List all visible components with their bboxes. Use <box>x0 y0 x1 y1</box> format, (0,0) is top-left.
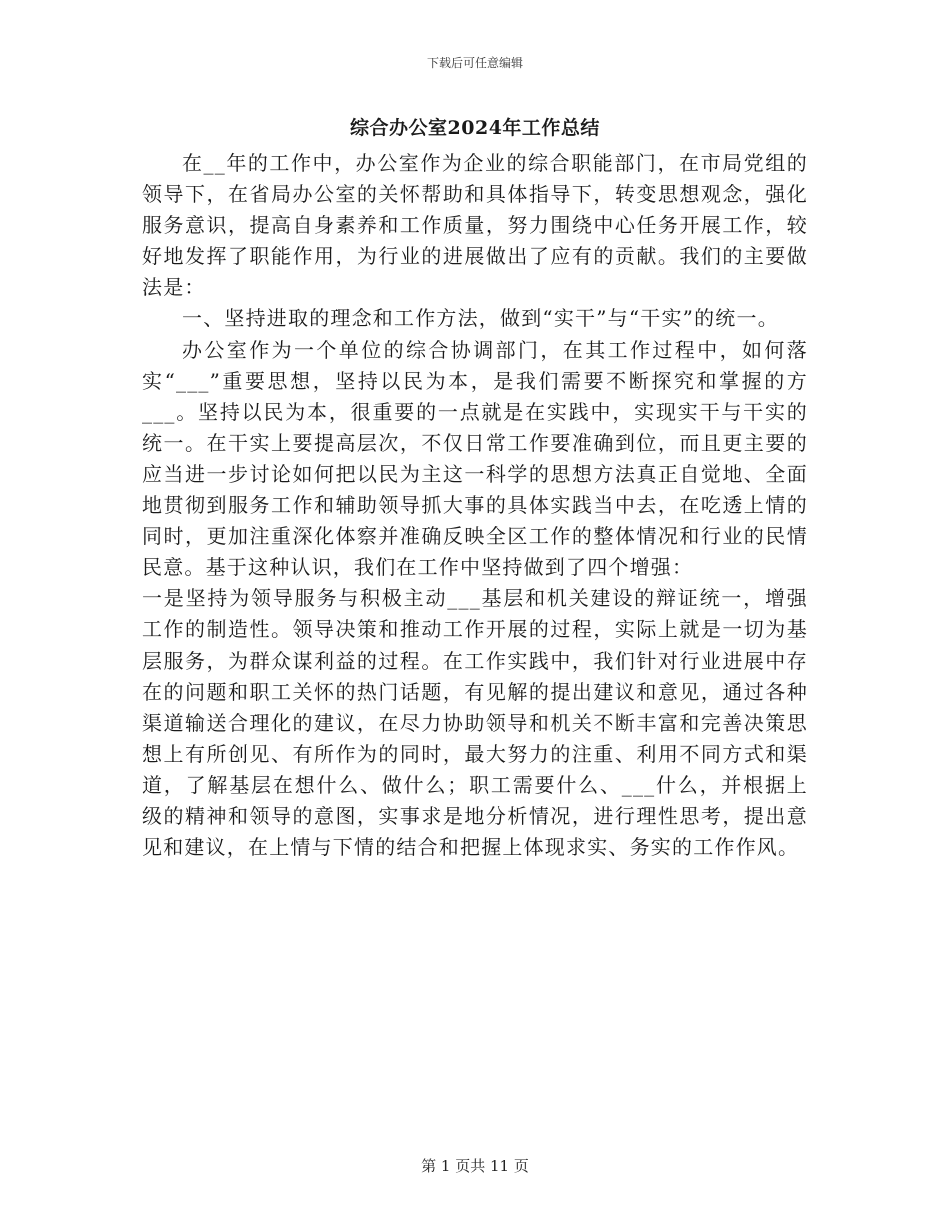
paragraph-intro: 在__年的工作中，办公室作为企业的综合职能部门，在市局党组的领导下，在省局办公室的关怀帮助和具体指导下，转变思想观念，强化服务意识，提高自身素养和工作质量，努力围绕中心任务开展工作，较好地发挥了职能作用，为行业的进展做出了应有的贡献。我们的主要做法是： <box>142 151 808 300</box>
paragraph-body: 办公室作为一个单位的综合协调部门，在其工作过程中，如何落实“___”重要思想，坚持以民为本，是我们需要不断探究和掌握的方___。坚持以民为本，很重要的一点就是在实践中，实现实干与干实的统一。在干实上要提高层次，不仅日常工作要准确到位，而且更主要的应当进一步讨论如何把以民为主这一科学的思想方法真正自觉地、全面地贯彻到服务工作和辅助领导抓大事的具体实践当中去，在吃透上情的同时，更加注重深化体察并准确反映全区工作的整体情况和行业的民情民意。基于这种认识，我们在工作中坚持做到了四个增强： <box>142 337 808 580</box>
page-number: 第 1 页共 11 页 <box>421 1157 529 1175</box>
paragraph-section-heading: 一、坚持进取的理念和工作方法，做到“实干”与“干实”的统一。 <box>182 306 779 331</box>
document-body <box>142 148 808 863</box>
header-note: 下载后可任意编辑 <box>426 56 523 70</box>
paragraph-point-one: 一是坚持为领导服务与积极主动___基层和机关建设的辩证统一，增强工作的制造性。领导决策和推动工作开展的过程，实际上就是一切为基层服务，为群众谋利益的过程。在工作实践中，我们针对行业进展中存在的问题和职工关怀的热门话题，有见解的提出建议和意见，通过各种渠道输送合理化的建议，在尽力协助领导和机关不断丰富和完善决策思想上有所创见、有所作为的同时，最大努力的注重、利用不同方式和渠道，了解基层在想什么、做什么；职工需要什么、___什么，并根据上级的精神和领导的意图，实事求是地分析情况，进行理性思考，提出意见和建议，在上情与下情的结合和把握上体现求实、务实的工作作风。 <box>142 586 808 860</box>
document-title: 综合办公室2024年工作总结 <box>350 117 600 139</box>
